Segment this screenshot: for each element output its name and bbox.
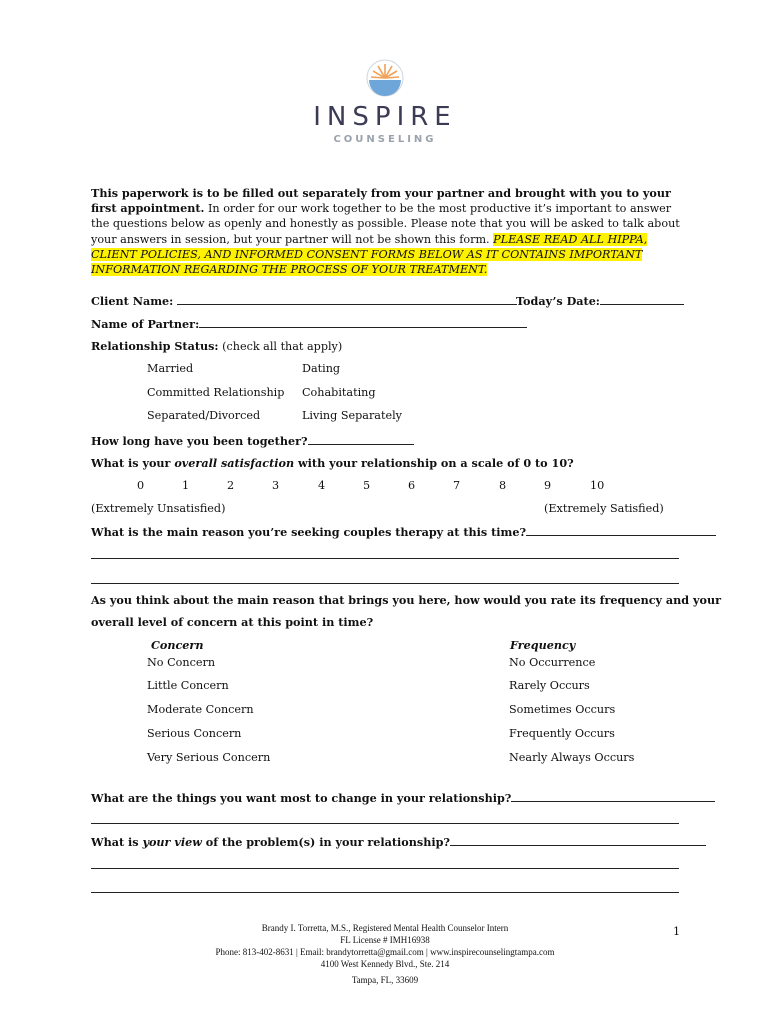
main-reason-label: What is the main reason you’re seeking couples therapy at this time? [91, 525, 527, 539]
how-long-input[interactable] [308, 433, 414, 445]
main-reason-input[interactable] [526, 524, 716, 536]
relationship-status [91, 339, 342, 353]
partner-name-input[interactable] [199, 316, 527, 328]
brand-name: INSPIRE [313, 102, 457, 132]
concern-option[interactable]: Moderate Concern [147, 703, 254, 716]
frequency-option[interactable]: No Occurrence [509, 656, 596, 669]
how-long-field [91, 433, 414, 448]
satisfaction-q-post: with your relationship on a scale of 0 to 10? [294, 456, 574, 470]
footer-counselor: Brandy I. Torretta, M.S., Registered Mental Health Counselor Intern [261, 923, 509, 933]
frequency-option[interactable]: Nearly Always Occurs [509, 751, 635, 764]
brand-subtitle: COUNSELING [333, 134, 437, 145]
logo [0, 58, 770, 145]
scale-5[interactable]: 5 [363, 479, 371, 492]
satisfaction-q-pre: What is your [91, 456, 175, 470]
frequency-header: Frequency [510, 638, 576, 652]
option-married[interactable]: Married [147, 362, 194, 375]
client-name-label: Client Name: [91, 294, 174, 308]
scale-9[interactable]: 9 [544, 479, 552, 492]
scale-0[interactable]: 0 [137, 479, 145, 492]
view-q-post: of the problem(s) in your relationship? [201, 835, 450, 849]
satisfaction-q-em: overall satisfaction [174, 456, 295, 470]
scale-6[interactable]: 6 [408, 479, 416, 492]
scale-1[interactable]: 1 [182, 479, 190, 492]
concern-option[interactable]: No Concern [147, 656, 216, 669]
how-long-label: How long have you been together? [91, 434, 308, 448]
change-input[interactable] [511, 790, 715, 802]
concern-option[interactable]: Little Concern [147, 679, 229, 692]
concern-option[interactable]: Very Serious Concern [147, 751, 271, 764]
main-reason-line-3[interactable] [91, 583, 679, 584]
scale-8[interactable]: 8 [499, 479, 507, 492]
option-living-separately[interactable]: Living Separately [302, 409, 402, 422]
partner-name-label: Name of Partner: [91, 317, 200, 331]
intro-bold: This paperwork is to be filled out separately from your partner and brought with you to your first appointment. [91, 186, 671, 216]
frequency-question-2: overall level of concern at this point in time? [91, 615, 374, 629]
footer-license: FL License # IMH16938 [340, 935, 430, 945]
concern-option[interactable]: Serious Concern [147, 727, 242, 740]
option-cohabitating[interactable]: Cohabitating [302, 386, 376, 399]
client-name-input[interactable] [177, 293, 517, 305]
view-q-pre: What is [91, 835, 143, 849]
scale-4[interactable]: 4 [318, 479, 326, 492]
view-field [91, 834, 706, 849]
intro-paragraph [91, 186, 681, 277]
scale-7[interactable]: 7 [453, 479, 461, 492]
scale-high-label: (Extremely Satisfied) [544, 502, 664, 515]
option-committed[interactable]: Committed Relationship [147, 386, 285, 399]
footer-city: Tampa, FL, 33609 [351, 975, 419, 985]
frequency-option[interactable]: Rarely Occurs [509, 679, 590, 692]
relationship-status-hint: (check all that apply) [222, 340, 343, 353]
scale-2[interactable]: 2 [227, 479, 235, 492]
frequency-question-1: As you think about the main reason that brings you here, how would you rate its frequency and your [91, 593, 722, 607]
view-q-em: your view [142, 835, 202, 849]
main-reason-field [91, 524, 716, 539]
view-line-3[interactable] [91, 892, 679, 893]
intro-text: In order for our work together to be the most productive it’s important to answer the questions below as openly and honestly as possible. Please note that you will be asked to talk about your answers in session, but your partner will not be shown this form. [91, 202, 680, 246]
todays-date-field [516, 293, 684, 308]
concern-header: Concern [151, 638, 204, 652]
change-label: What are the things you want most to change in your relationship? [91, 791, 512, 805]
client-name-field [91, 293, 517, 308]
scale-low-label: (Extremely Unsatisfied) [91, 502, 226, 515]
todays-date-input[interactable] [600, 293, 684, 305]
satisfaction-question [91, 456, 574, 470]
todays-date-label: Today’s Date: [516, 294, 600, 308]
footer-address: 4100 West Kennedy Blvd., Ste. 214 [320, 959, 450, 969]
view-input[interactable] [450, 834, 706, 846]
main-reason-line-2[interactable] [91, 558, 679, 559]
frequency-option[interactable]: Frequently Occurs [509, 727, 615, 740]
relationship-status-label: Relationship Status: [91, 339, 219, 353]
scale-3[interactable]: 3 [272, 479, 280, 492]
intro-highlight: PLEASE READ ALL HIPPA, CLIENT POLICIES, AND INFORMED CONSENT FORMS BELOW AS IT CONTAINS IMPORTANT INFORMATION REGARDING THE PROCESS OF YOUR TREATMENT. [91, 232, 648, 277]
footer-contact: Phone: 813-402-8631 | Email: brandytorretta@gmail.com | www.inspirecounselingtampa.com [215, 947, 555, 957]
sunrise-logo-icon [365, 58, 405, 98]
change-line-2[interactable] [91, 823, 679, 824]
partner-name-field [91, 316, 527, 331]
view-line-2[interactable] [91, 868, 679, 869]
change-field [91, 790, 715, 805]
option-dating[interactable]: Dating [302, 362, 341, 375]
page-number: 1 [673, 925, 681, 938]
frequency-option[interactable]: Sometimes Occurs [509, 703, 616, 716]
option-separated[interactable]: Separated/Divorced [147, 409, 261, 422]
scale-10[interactable]: 10 [590, 479, 605, 492]
